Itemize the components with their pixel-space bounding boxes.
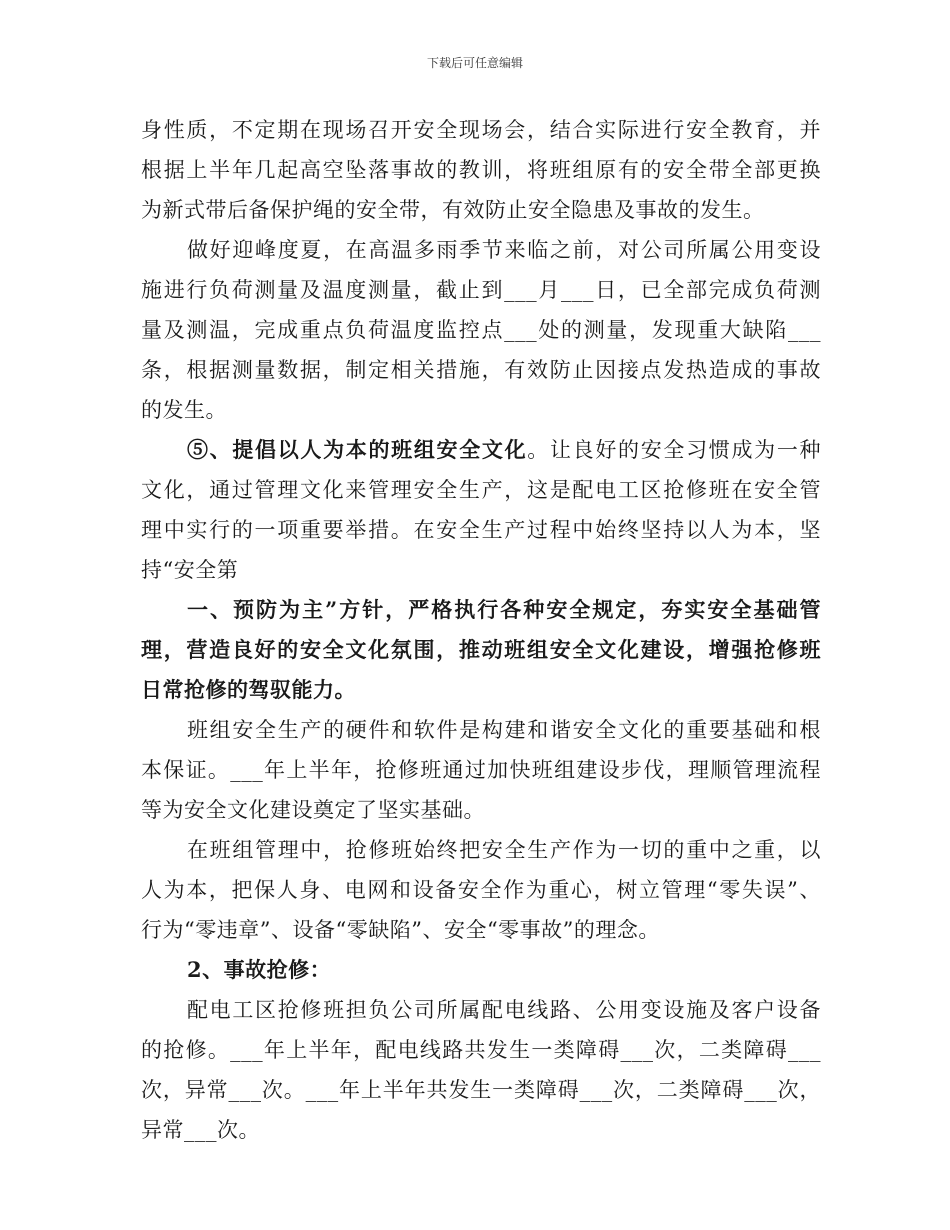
text-line: 班组安全生产的硬件和软件是构建和谐安全文化的重要基础和根 [187, 718, 821, 742]
paragraph [141, 110, 821, 230]
paragraph [141, 830, 821, 950]
text-line: 异常___次。 [141, 1118, 260, 1142]
text-line: 理中实行的一项重要举措。在安全生产过程中始终坚持以人为本，坚 [141, 518, 821, 542]
text-line: 为新式带后备保护绳的安全带，有效防止安全隐患及事故的发生。 [141, 198, 765, 222]
section-heading [141, 950, 821, 990]
document-body [141, 110, 821, 1150]
text-line: 持“安全第 [141, 558, 239, 582]
section-title: ⑤、提倡以人为本的班组安全文化 [187, 437, 528, 462]
text-line: 人为本，把保人身、电网和设备安全作为重心，树立管理“零失误”、 [141, 878, 821, 902]
page-header: 下载后可任意编辑 [426, 56, 523, 70]
bold-paragraph [141, 590, 821, 710]
text-line: 本保证。___年上半年，抢修班通过加快班组建设步伐，理顺管理流程 [141, 758, 821, 782]
text-line: 行为“零违章”、设备“零缺陷”、安全“零事故”的理念。 [141, 918, 660, 942]
text-line: 次，异常___次。___年上半年共发生一类障碍___次，二类障碍___次， [141, 1078, 821, 1102]
text-line: 根据上半年几起高空坠落事故的教训，将班组原有的安全带全部更换 [141, 158, 821, 182]
text-line: 日常抢修的驾驭能力。 [141, 677, 356, 702]
heading-text: 2、事故抢修： [187, 957, 332, 982]
text-line: 身性质，不定期在现场召开安全现场会，结合实际进行安全教育，并 [141, 118, 821, 142]
text-line: 条，根据测量数据，制定相关措施，有效防止因接点发热造成的事故 [141, 358, 821, 382]
paragraph [141, 990, 821, 1150]
text-line: 在班组管理中，抢修班始终把安全生产作为一切的重中之重，以 [187, 838, 821, 862]
text-line: 文化，通过管理文化来管理安全生产，这是配电工区抢修班在安全管 [141, 478, 821, 502]
paragraph [141, 710, 821, 830]
text-line: 施进行负荷测量及温度测量，截止到___月___日，已全部完成负荷测 [141, 278, 821, 302]
text-line: 的抢修。___年上半年，配电线路共发生一类障碍___次，二类障碍___ [141, 1038, 821, 1062]
text-line: 量及测温，完成重点负荷温度监控点___处的测量，发现重大缺陷___ [141, 318, 821, 342]
text-line: 做好迎峰度夏，在高温多雨季节来临之前，对公司所属公用变设 [187, 238, 821, 262]
text-line: 理，营造良好的安全文化氛围，推动班组安全文化建设，增强抢修班 [141, 637, 821, 662]
text-line: 等为安全文化建设奠定了坚实基础。 [141, 798, 485, 822]
text-line: 一、预防为主”方针，严格执行各种安全规定，夯实安全基础管 [187, 597, 821, 622]
text-span: 。让良好的安全习惯成为一种 [527, 438, 822, 462]
text-line: 的发生。 [141, 398, 227, 422]
text-line: 配电工区抢修班担负公司所属配电线路、公用变设施及客户设备 [187, 998, 821, 1022]
text-line [141, 430, 821, 470]
paragraph [141, 230, 821, 430]
paragraph [141, 430, 821, 590]
